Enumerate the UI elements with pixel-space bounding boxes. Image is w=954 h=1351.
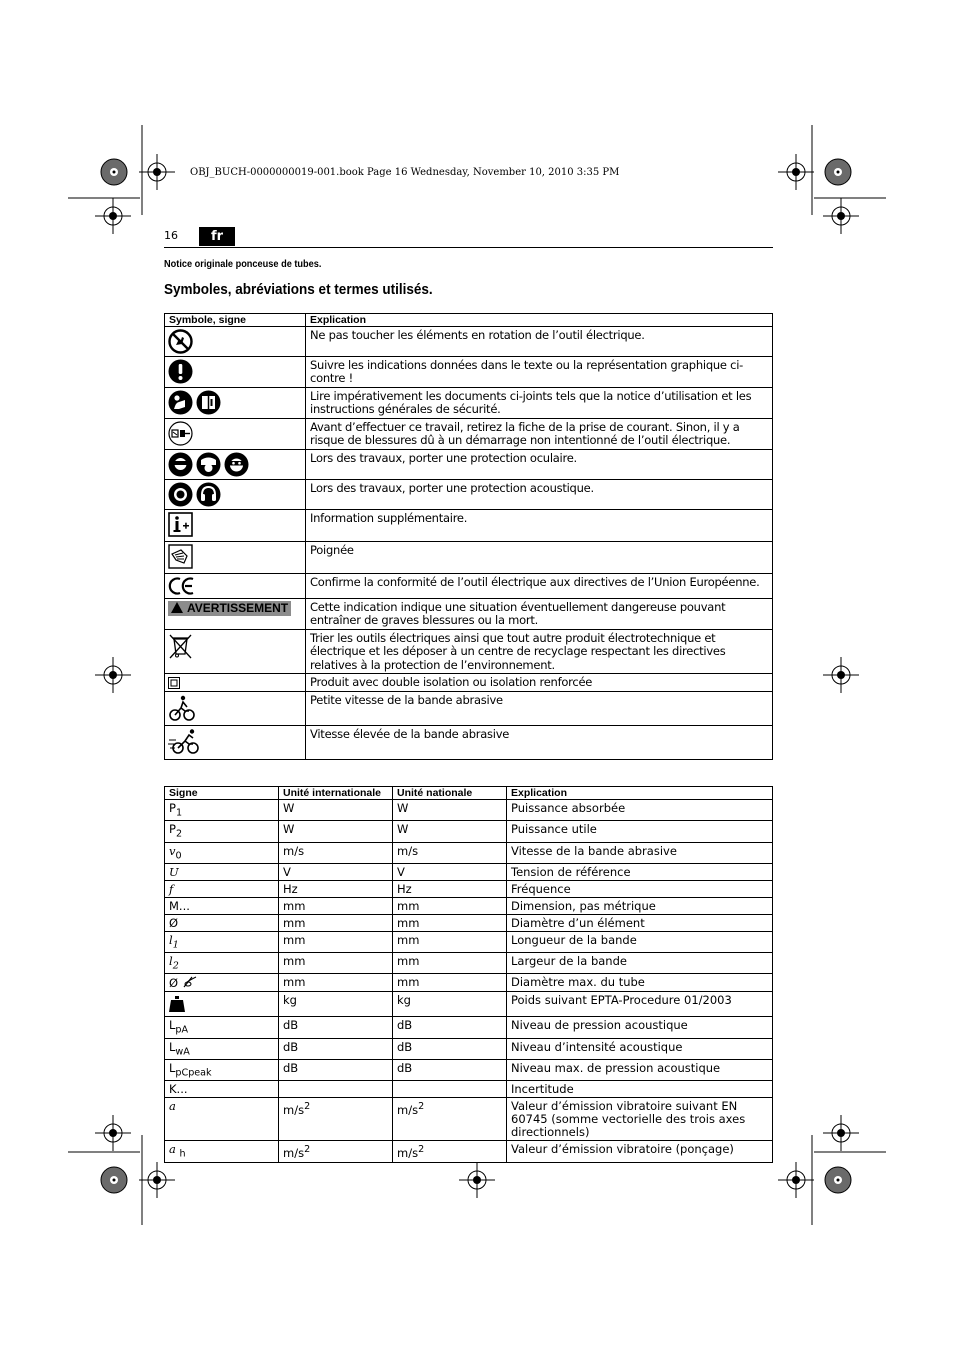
no-touch-rotating-icon: [168, 329, 193, 354]
warning-triangle-icon: [171, 602, 183, 613]
warning-label-text: AVERTISSEMENT: [187, 600, 289, 615]
intl-unit: [279, 1081, 393, 1098]
table-row: [165, 880, 773, 897]
unit-explanation: Incertitude: [507, 1081, 773, 1098]
manual-book-icon: [196, 390, 221, 415]
sign-subscript: h: [179, 1148, 186, 1160]
national-unit: kg: [393, 992, 507, 1017]
sign-subscript: wA: [175, 1046, 190, 1058]
unit-explanation: Poids suivant EPTA-Procedure 01/2003: [507, 992, 773, 1017]
page-number: 16: [164, 229, 178, 242]
table-row: [165, 1017, 773, 1038]
sign-symbol: L: [169, 1018, 176, 1033]
symbols-table: [164, 313, 773, 760]
face-shield-icon: [196, 452, 221, 477]
units-table-header: [165, 787, 773, 800]
symbol-explanation: Lors des travaux, porter une protection acoustique.: [306, 479, 773, 509]
symbol-explanation: Ne pas toucher les éléments en rotation de l’outil électrique.: [306, 327, 773, 357]
table-row: [165, 509, 773, 541]
table-row: [165, 573, 773, 598]
table-row: [165, 726, 773, 760]
table-row: [165, 992, 773, 1017]
table-row: [165, 449, 773, 479]
sign-subscript: 1: [172, 939, 179, 951]
crossed-bin-icon: [168, 632, 193, 660]
table-row: [165, 479, 773, 509]
unit-explanation: Niveau max. de pression acoustique: [507, 1060, 773, 1081]
column-header-intl-unit: Unité internationale: [279, 787, 393, 800]
national-unit: dB: [393, 1060, 507, 1081]
unit-explanation: Valeur d’émission vibratoire suivant EN 60745 (somme vectorielle des trois axes directionnels): [507, 1098, 773, 1141]
intl-unit: m/s: [283, 1146, 305, 1161]
unit-explanation: Diamètre max. du tube: [507, 974, 773, 992]
sign-symbol: l: [169, 932, 173, 947]
book-header-line: OBJ_BUCH-0000000019-001.book Page 16 Wednesday, November 10, 2010 3:35 PM: [190, 167, 620, 178]
symbol-explanation: Produit avec double isolation ou isolation renforcée: [306, 674, 773, 692]
intl-unit: W: [279, 800, 393, 821]
table-row: [165, 842, 773, 863]
section-title: Symboles, abréviations et termes utilisés.: [164, 281, 433, 298]
warning-label: [168, 601, 291, 616]
table-row: [165, 800, 773, 821]
intl-unit-superscript: 2: [304, 1101, 311, 1113]
sign-symbol: v: [169, 843, 176, 858]
national-unit: mm: [393, 931, 507, 952]
sign-symbol: f: [169, 881, 174, 896]
intl-unit: kg: [279, 992, 393, 1017]
national-unit: [393, 1081, 507, 1098]
national-unit: Hz: [393, 880, 507, 897]
unit-explanation: Puissance absorbée: [507, 800, 773, 821]
sign-symbol: Ø: [169, 976, 179, 991]
column-header-national-unit: Unité nationale: [393, 787, 507, 800]
sign-subscript: 2: [175, 828, 183, 840]
header-rule: [164, 247, 773, 248]
national-unit: mm: [393, 974, 507, 992]
ear-protection-icon: [168, 482, 193, 507]
table-row: [165, 1081, 773, 1098]
document-subtitle: Notice originale ponceuse de tubes.: [164, 259, 322, 270]
table-row: [165, 541, 773, 573]
symbols-table-header: [165, 314, 773, 327]
table-row: [165, 327, 773, 357]
symbol-explanation: Suivre les indications données dans le texte ou la représentation graphique ci-contre !: [306, 357, 773, 388]
read-manual-person-icon: [168, 390, 193, 415]
intl-unit: Hz: [279, 880, 393, 897]
table-row: [165, 629, 773, 673]
sign-symbol: M...: [169, 898, 190, 913]
unit-explanation: Largeur de la bande: [507, 953, 773, 974]
sign-symbol: l: [169, 954, 173, 969]
symbol-explanation: Lors des travaux, porter une protection oculaire.: [306, 449, 773, 479]
ce-mark-icon: [168, 576, 196, 596]
sign-subscript: 0: [175, 849, 182, 861]
symbol-explanation: Vitesse élevée de la bande abrasive: [306, 726, 773, 760]
eye-protection-icon: [168, 452, 193, 477]
unit-explanation: Niveau d’intensité acoustique: [507, 1038, 773, 1059]
intl-unit: dB: [279, 1017, 393, 1038]
sign-symbol: Ø: [169, 915, 179, 930]
table-row: [165, 1098, 773, 1141]
tube-diameter-icon: [182, 976, 198, 988]
unit-explanation: Niveau de pression acoustique: [507, 1017, 773, 1038]
national-unit-superscript: 2: [418, 1144, 425, 1156]
slow-cyclist-icon: [168, 694, 196, 722]
national-unit: W: [393, 800, 507, 821]
column-header-symbol: Symbole, signe: [165, 314, 306, 327]
double-insulation-icon: [168, 677, 180, 689]
intl-unit: dB: [279, 1038, 393, 1059]
intl-unit: mm: [279, 897, 393, 914]
intl-unit: dB: [279, 1060, 393, 1081]
national-unit: m/s: [397, 1103, 419, 1118]
national-unit: mm: [393, 914, 507, 931]
unit-explanation: Longueur de la bande: [507, 931, 773, 952]
symbol-explanation: Poignée: [306, 541, 773, 573]
earmuff-icon: [196, 482, 221, 507]
sign-subscript: pA: [175, 1024, 189, 1036]
goggles-icon: [224, 452, 249, 477]
table-row: [165, 1060, 773, 1081]
table-row: [165, 387, 773, 418]
sign-symbol: a: [169, 1142, 176, 1157]
unplug-icon: [168, 421, 193, 446]
unit-explanation: Dimension, pas métrique: [507, 897, 773, 914]
table-row: [165, 674, 773, 692]
table-row: [165, 357, 773, 388]
table-row: [165, 418, 773, 449]
symbol-explanation: Petite vitesse de la bande abrasive: [306, 692, 773, 726]
national-unit: dB: [393, 1038, 507, 1059]
symbol-explanation: Avant d’effectuer ce travail, retirez la fiche de la prise de courant. Sinon, il y a risque de blessures dû à un démarrage non intentionné de l’outil électrique.: [306, 418, 773, 449]
exclamation-icon: [168, 359, 193, 384]
intl-unit: mm: [279, 974, 393, 992]
table-row: [165, 974, 773, 992]
symbol-explanation: Lire impérativement les documents ci-joints tels que la notice d’utilisation et les instructions générales de sécurité.: [306, 387, 773, 418]
table-row: [165, 821, 773, 842]
intl-unit: mm: [279, 914, 393, 931]
table-row: [165, 897, 773, 914]
national-unit: m/s: [397, 1146, 419, 1161]
symbol-explanation: Trier les outils électriques ainsi que tout autre produit électrotechnique et électrique et les déposer à un centre de recyclage respectant les directives relatives à la protection de l’environnement.: [306, 629, 773, 673]
sign-subscript: pCpeak: [175, 1067, 212, 1079]
unit-explanation: Vitesse de la bande abrasive: [507, 842, 773, 863]
sign-symbol: P: [169, 822, 176, 837]
intl-unit: V: [279, 863, 393, 880]
table-row: [165, 863, 773, 880]
fast-cyclist-icon: [168, 728, 200, 756]
column-header-sign: Signe: [165, 787, 279, 800]
table-row: [165, 692, 773, 726]
weight-icon: [169, 996, 185, 1012]
sign-symbol: L: [169, 1061, 176, 1076]
sign-symbol: a: [169, 1099, 176, 1114]
table-row: [165, 931, 773, 952]
info-plus-icon: [168, 512, 193, 537]
symbol-explanation: Confirme la conformité de l’outil électrique aux directives de l’Union Européenne.: [306, 573, 773, 598]
intl-unit-superscript: 2: [304, 1144, 311, 1156]
national-unit-superscript: 2: [418, 1101, 425, 1113]
intl-unit: m/s: [279, 842, 393, 863]
unit-explanation: Puissance utile: [507, 821, 773, 842]
intl-unit: W: [279, 821, 393, 842]
handle-grip-icon: [168, 544, 193, 569]
column-header-explanation: Explication: [306, 314, 773, 327]
sign-subscript: 1: [175, 807, 183, 819]
national-unit: dB: [393, 1017, 507, 1038]
table-row: [165, 914, 773, 931]
table-row: [165, 953, 773, 974]
unit-explanation: Diamètre d’un élément: [507, 914, 773, 931]
table-row: [165, 1141, 773, 1162]
unit-explanation: Valeur d’émission vibratoire (ponçage): [507, 1141, 773, 1162]
language-badge: fr: [199, 227, 235, 246]
national-unit: mm: [393, 897, 507, 914]
intl-unit: mm: [279, 953, 393, 974]
sign-symbol: P: [169, 801, 176, 815]
units-table: [164, 786, 773, 1163]
sign-subscript: 2: [172, 960, 179, 972]
sign-symbol: L: [169, 1039, 176, 1054]
national-unit: mm: [393, 953, 507, 974]
sign-symbol: K...: [169, 1082, 188, 1097]
national-unit: W: [393, 821, 507, 842]
national-unit: m/s: [393, 842, 507, 863]
table-row: [165, 598, 773, 629]
column-header-explanation: Explication: [507, 787, 773, 800]
sign-symbol: U: [169, 864, 179, 879]
unit-explanation: Tension de référence: [507, 863, 773, 880]
intl-unit: mm: [279, 931, 393, 952]
unit-explanation: Fréquence: [507, 880, 773, 897]
national-unit: V: [393, 863, 507, 880]
symbol-explanation: Information supplémentaire.: [306, 509, 773, 541]
table-row: [165, 1038, 773, 1059]
intl-unit: m/s: [283, 1103, 305, 1118]
symbol-explanation: Cette indication indique une situation éventuellement dangereuse pouvant entraîner de graves blessures ou la mort.: [306, 598, 773, 629]
